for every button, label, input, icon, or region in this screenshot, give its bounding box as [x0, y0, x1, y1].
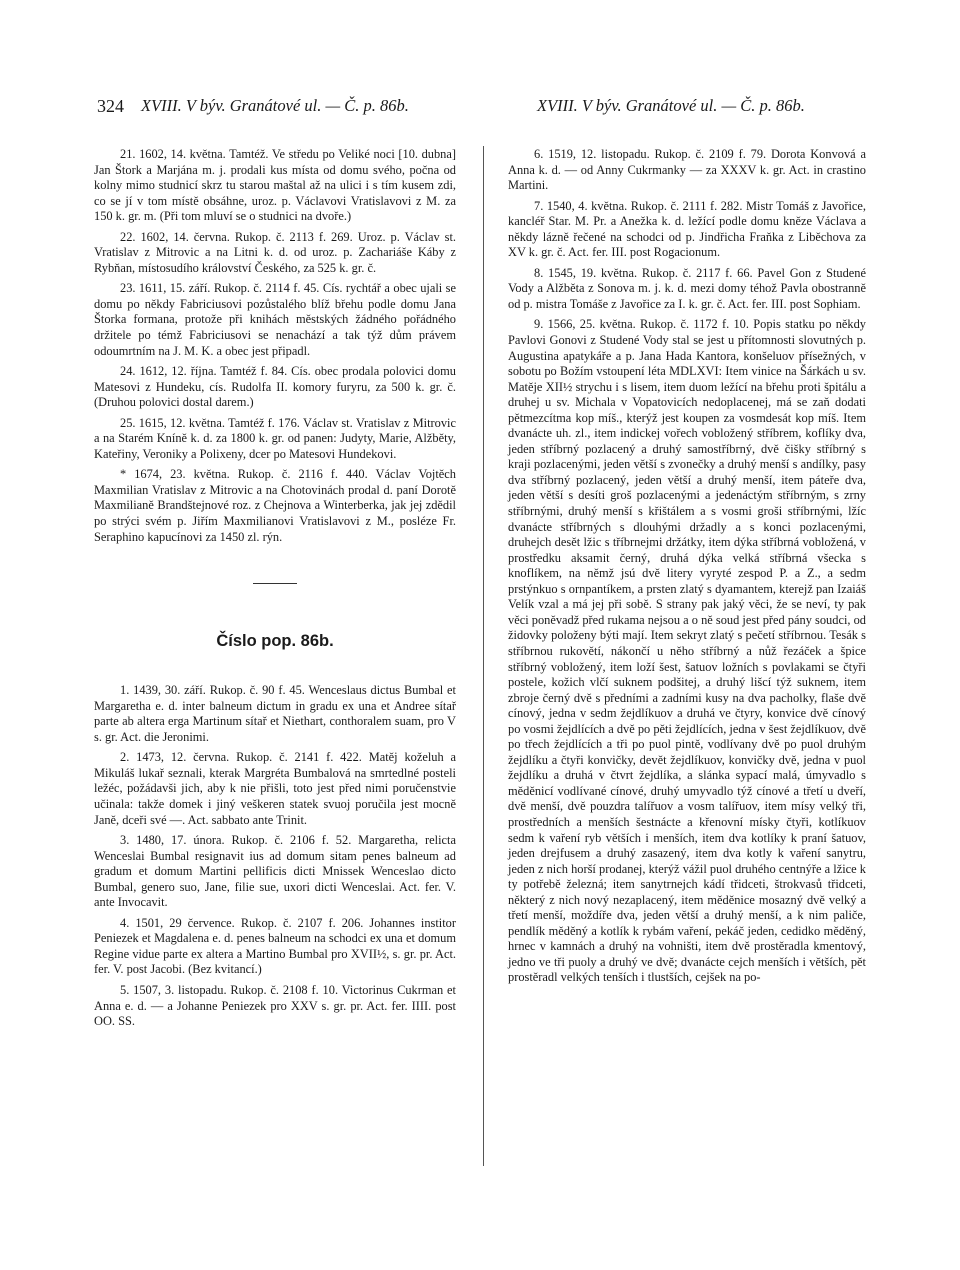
entry-22: 22. 1602, 14. června. Rukop. č. 2113 f. 269. Uroz. p. Václav st. Vratislav z Mitrovic a na Litni k. d. od uroz. p. Zachariáše Káby z Rybňan, místosudího království Českého, za 525 k. gr. č. — [94, 229, 456, 275]
entry-5: 5. 1507, 3. listopadu. Rukop. č. 2108 f. 10. Victorinus Cukrman et Anna e. d. — a Johanne Peniezek pro XXV s. gr. pr. Act. fer. IIII. post OO. SS. — [94, 982, 456, 1029]
entry-1674: * 1674, 23. května. Rukop. č. 2116 f. 440. Václav Vojtěch Maxmilian Vratislav z Mitrovic a na Chotovinách prodal d. paní Dorotě Maxmilianě Brandštejnové roz. z Chejnova a Winterberka, jak jej zdědil po strýci svém p. Jiřím Maxmilianovi Vratislavovi z M., posléze Fr. Seraphino kapucínovi za 1450 zl. rýn. — [94, 467, 456, 544]
column-divider — [483, 146, 484, 1166]
entry-3: 3. 1480, 17. února. Rukop. č. 2106 f. 52. Margaretha, relicta Wenceslai Bumbal resignavit ius ad domum sitam penes balneum ad gradum et domum Martini pellificis dicti Mnissek Wenceslao dicto Bumbal, genero suo, Jane, filie sue, uxori dicti Wenceslai. Act. fer. V. ante Invocavit. — [94, 833, 456, 910]
entry-6: 6. 1519, 12. listopadu. Rukop. č. 2109 f. 79. Dorota Konvová a Anna k. d. — od Anny Cukrmanky — za XXXV k. gr. Act. in crastino Martini. — [508, 147, 866, 193]
entry-23: 23. 1611, 15. září. Rukop. č. 2114 f. 45. Cís. rychtář a obec ujali se domu po někdy Fabriciusovi pozůstalého blíž břehu podle domu Jana Štorka formana, protože při knihách městských žádného pořádného držitele po témž Fabriciusovi se nenachází a tak týž dům právem odoumrtním na J. M. K. a obec jest připadl. — [94, 281, 456, 358]
entry-21: 21. 1602, 14. května. Tamtéž. Ve středu po Veliké noci [10. dubna] Jan Štork a Marjána m. j. prodali kus místa od domu svého, počna od kolny mimo studnicí skrz tu starou maštal až na ulici i s tím kusem zdi, co se jí v tom místě obsáhne, uroz. p. Václavovi Vratislavovi z M. za 150 k. gr. m. (Při tom mluví se o studnici na dvoře.) — [94, 147, 456, 224]
left-column — [94, 147, 456, 1035]
running-title-right: XVIII. V býv. Granátové ul. — Č. p. 86b. — [537, 96, 805, 115]
section-title: Číslo pop. 86b. — [216, 632, 334, 651]
entry-4: 4. 1501, 29 července. Rukop. č. 2107 f. 206. Johannes institor Peniezek et Magdalena e. d. penes balneum na schodci ex una et domum Regine vidue parte ex altera a Martino Bumbal pro XVII½, s. gr. pr. Act. fer. V. post Jacobi. (Bez kvitancí.) — [94, 915, 456, 977]
running-title-left: XVIII. V býv. Granátové ul. — Č. p. 86b. — [141, 96, 409, 115]
entry-9: 9. 1566, 25. května. Rukop. č. 1172 f. 10. Popis statku po někdy Pavlovi Gonovi z Studené Vody stal se jest u přítomnosti slovutných p. Augustina apatykáře a p. Jana Hada Kantora, konšeluov přísežných, v sobotu po Božím vstoupení léta MDLXVI: Item vinice na Šárkách u sv. Matěje XII½ strychu i s lisem, item duom ležící na břehu proti špitálu a druhej u sv. Michala v Vopatovicích nedoplacenej, má se zaň dodati pětmezcítma kop míš., kterýž jest koupen za vosmdesát kop míš. Item dvanácte uh. zl., item indickej vořech vobložený stříbrem, koflíky dva, jeden stříbrný pozlacený a druhý samostříbrný, dvě čišky stříbrný s kraji pozlacenými, jeden větší s zvonečky a druhý menší s andílky, pasy dva stříbrný pozlacený, jeden větší a druhý menší, item páteře dva, jeden větší s desíti groš pozlacenými a jedenáctým stříbrným, s zrny stříbrnými, druhý menší s křištálem a s vosmi groši stříbrnými, lžíc dvanácte stříbrných s dlouhými držadly a s konci pozlacenými, druhejch desět lžic s tříbrnejmi držátky, item dýka stříbrná vobložená, v prostředku aksamit černý, druhá dýka velká stříbrná všecka s knoflíkem, na němž jsú dvě litery vyryté zespod P. a Z., a sedm prstýnkuo s ornpantíkem, a prsten zlatý s dyamantem, kterejž pan Izaiáš Velík vzal a má jej při sobě. S strany pak jaký věci, že se neví, ty pak věci poněvadž před rukama nejsou a o ně soud jest před pány soudci, od židovky položeny býti mají. Item sekryt zlatý s pečetí stříbrnou. Tesák s stříbrnou rukovětí, nákončí u něho stříbrný a nůž řezáček a špice stříbrný vobložený, item loží šest, šatuov ložních s povlakami se čtyři postele, kožich vlčí suknem podšitej, a druhý lišcí týž suknem, item zbroje černý dvě s předními a zadními kusy na dva pacholky, flaše dvě cínový, jedna v sedm žejdlíkuov a druhá ve čtyry, konvice dvě cínový po vosmi žejdlících a dvě po pěti žejdlících, jedna v šest žejdlíkuov, dvě po třech žejdlících a tři po puol pintě, vodlívany dvě po puol druhým žejdlíku a čtyři konvičky, devět žejdlíkuov, konvičky dvě, jedna v puol žejdlíku a druhá v čtvrt žejdlíka, a slánka sypací malá, úmyvadlo s měděnicí vodlívané cínové, druhý umyvadlo týž cínové a třetí u dveří, dvě menší, dvě pouzdra talířuov a vosm talířuov, item mísy velký tři, prostředních a menších šestnácte a křenovní mísky čtyři, kotlíkuov sedm k vaření ryb větších i menších, item dva kotlíky k praní šatuov, jeden drejfusem a druhý zasazený, item dva kotly k vaření sanytru, jeden z nich horší prodanej, kterýž vážil puol druhého centnýře a lžice k ty potřebě železná; item sanytrnejch kádí třidceti, štrokvasů třidceti, některý z nich nový nezaplacený, item měděnice mosazný dvě velký a třetí menší, moždíře dva, jeden větší a druhý menší, a k nim paliče, pendlík měděný a kotlík k rybám vaření, pekáč jeden, cedidko měděný, hrnec v kamnách a druhý na vohništi, item dvě prostěradla kmentový, jedno ve tři puoly a druhý ve dvě; dvanácte cejch menších i větších, pět prostěradl velkých tenších i tlustších, cejšek na po- — [508, 317, 866, 985]
section-separator-rule — [253, 583, 297, 584]
entry-2: 2. 1473, 12. června. Rukop. č. 2141 f. 422. Matěj koželuh a Mikuláš lukař seznali, kterak Margréta Bumbalová na smrtedlné posteli ležéc, požádavši jich, aby k nie přišli, toto jest před nimi poručenstvie učinala: takže domek i jiný veškeren statek svuoj poručila jest mocně Janě, dceři své —. Act. sabbato ante Trinit. — [94, 750, 456, 827]
entry-1: 1. 1439, 30. září. Rukop. č. 90 f. 45. Wenceslaus dictus Bumbal et Margaretha e. d. inter balneum dictum in gradu ex una et Andree sítař parte ab altera erga Martinum sítař et Niethart, conthoralem suam, pro V s. gr. Act. die Jeronimi. — [94, 683, 456, 744]
entry-24: 24. 1612, 12. října. Tamtéž f. 84. Cís. obec prodala polovici domu Matesovi z Hundeku, cís. Rudolfa II. komory furyru, za 500 k. gr. č. (Druhou polovici dostal darem.) — [94, 364, 456, 410]
entry-25: 25. 1615, 12. května. Tamtéž f. 176. Václav st. Vratislav z Mitrovic a na Starém Kníně k. d. za 1800 k. gr. od panen: Judyty, Marie, Alžběty, Kateřiny, Veroniky a Polixeny, dcer po Matesovi Hundekovi. — [94, 415, 456, 461]
page-number: 324 — [97, 96, 124, 116]
page-header — [0, 96, 960, 120]
entry-7: 7. 1540, 4. května. Rukop. č. 2111 f. 282. Mistr Tomáš z Javořice, kancléř Star. M. Pr. a Anežka k. d. ležící podle domu kněze Václava a někdy lázně řečené na schodci od p. Jindřicha Fraňka z Liběchova za XV k. gr. č. Act. fer. III. post Rogacionum. — [508, 198, 866, 260]
right-column — [508, 147, 866, 991]
entry-8: 8. 1545, 19. května. Rukop. č. 2117 f. 66. Pavel Gon z Studené Vody a Alžběta z Sonova m. j. k. d. mezi domy téhož Pavla obostranně od p. mistra Tomáše z Javořice za I. k. gr. č. Act. fer. III. post Sophiam. — [508, 265, 866, 311]
